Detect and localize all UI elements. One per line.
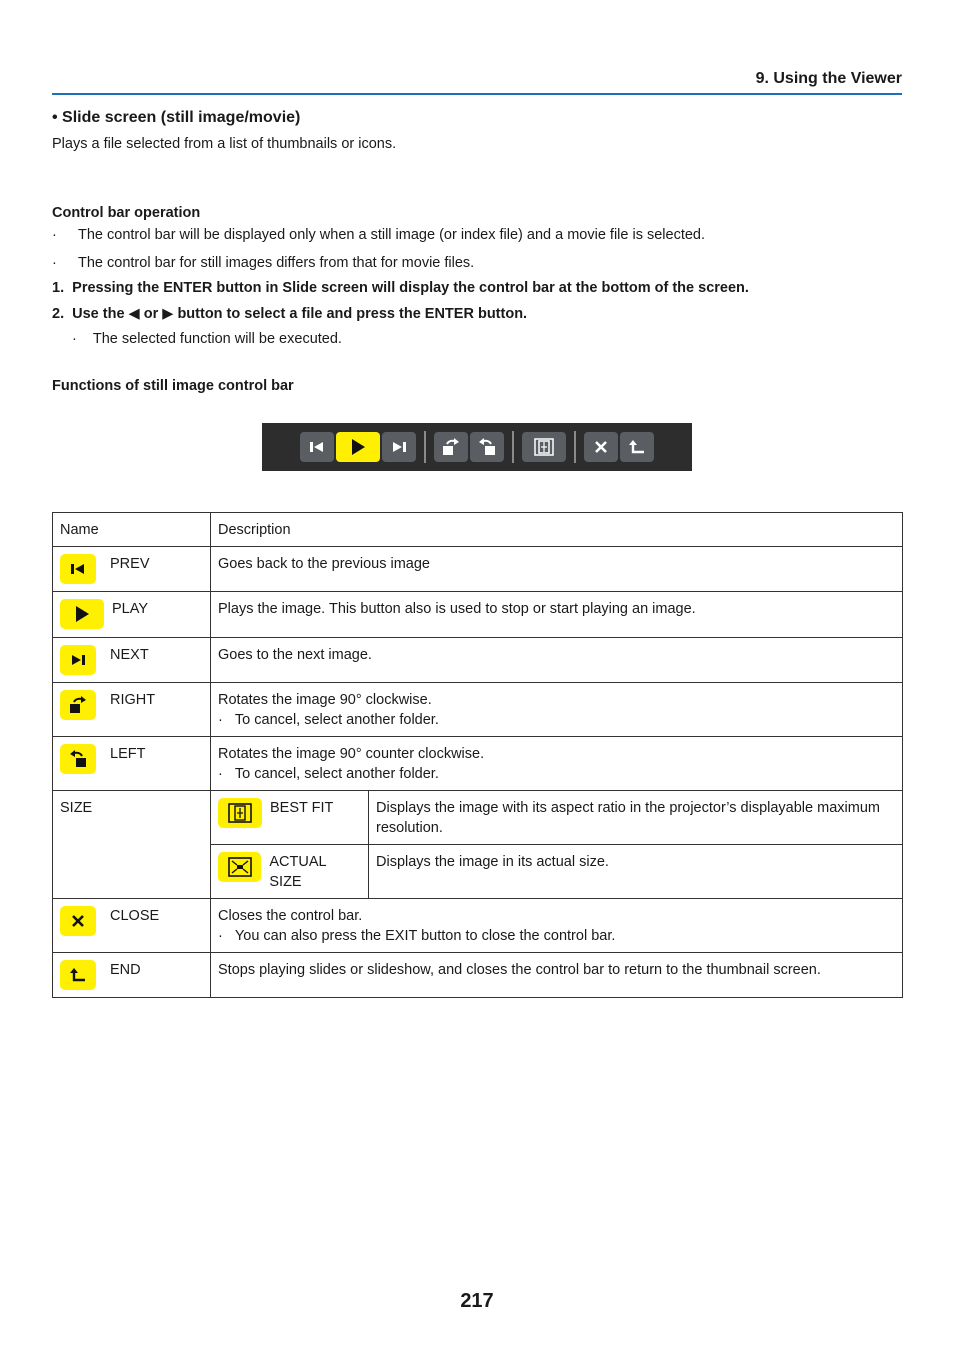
rotate-left-icon (477, 438, 497, 456)
row-note: · To cancel, select another folder. (218, 766, 439, 782)
size-button[interactable] (522, 432, 566, 462)
play-icon (350, 438, 366, 456)
table-row (53, 592, 903, 638)
next-icon (60, 645, 96, 675)
row-description: Goes back to the previous image (218, 556, 430, 572)
play-button[interactable] (336, 432, 380, 462)
bullet-dot: · (52, 227, 57, 243)
close-icon (60, 906, 96, 936)
row-note-text: You can also press the EXIT button to close the control bar. (234, 928, 616, 944)
step-1: 1. Pressing the ENTER button in Slide screen will display the control bar at the bottom of the screen. (52, 280, 749, 296)
sub-row-description: Displays the image with its aspect ratio in the projector’s displayable maximum resolution. (376, 800, 880, 836)
sub-row-description: Displays the image in its actual size. (376, 854, 609, 870)
sub-row-name: ACTUAL SIZE (269, 854, 327, 890)
header-name: Name (60, 522, 99, 538)
row-description: Rotates the image 90° counter clockwise. (218, 746, 485, 762)
row-name: SIZE (60, 800, 93, 816)
row-name: PLAY (112, 601, 149, 617)
return-icon (60, 960, 96, 990)
rotate-right-button[interactable] (434, 432, 468, 462)
end-button[interactable] (620, 432, 654, 462)
bullet-dot: · (72, 331, 77, 347)
play-icon (60, 599, 104, 629)
row-name: END (110, 962, 141, 978)
row-description: Goes to the next image. (218, 647, 372, 663)
actual-size-icon (218, 852, 261, 882)
rotate-right-icon (60, 690, 96, 720)
section-title: • Slide screen (still image/movie) (52, 109, 301, 126)
row-name: CLOSE (110, 908, 160, 924)
close-button[interactable] (584, 432, 618, 462)
functions-heading: Functions of still image control bar (52, 378, 294, 394)
row-name: NEXT (110, 647, 149, 663)
rotate-left-icon (60, 744, 96, 774)
section-intro: Plays a file selected from a list of thumbnails or icons. (52, 136, 397, 152)
functions-table (52, 512, 903, 998)
table-row (53, 953, 903, 998)
row-name: RIGHT (110, 692, 156, 708)
step-2: 2. Use the ◀ or ▶ button to select a file and press the ENTER button. (52, 306, 528, 322)
rotate-left-button[interactable] (470, 432, 504, 462)
bullet-item (52, 254, 902, 272)
separator (512, 431, 514, 463)
table-row (53, 638, 903, 683)
page-number: 217 (460, 1290, 494, 1312)
sub-bullet-text: The selected function will be executed. (92, 331, 342, 347)
sub-bullet (72, 330, 342, 348)
bullet-text: The control bar will be displayed only when a still image (or index file) and a movie file is selected. (78, 227, 706, 243)
bullet-text: The control bar for still images differs from that for movie files. (78, 255, 475, 271)
table-row (53, 899, 903, 953)
table-row (53, 547, 903, 592)
row-note-text: To cancel, select another folder. (234, 766, 439, 782)
table-row-size-best-fit (53, 791, 903, 845)
best-fit-icon (218, 798, 262, 828)
chapter-title: 9. Using the Viewer (755, 70, 902, 87)
table-row (53, 737, 903, 791)
prev-icon (309, 440, 325, 454)
rotate-right-icon (441, 438, 461, 456)
row-description: Rotates the image 90° clockwise. (218, 692, 432, 708)
header-rule (52, 93, 902, 95)
table-row (53, 683, 903, 737)
row-name: PREV (110, 556, 150, 572)
row-description: Stops playing slides or slideshow, and closes the control bar to return to the thumbnail screen. (218, 962, 821, 978)
row-note-text: To cancel, select another folder. (234, 712, 439, 728)
row-description: Plays the image. This button also is used to stop or start playing an image. (218, 601, 696, 617)
row-note: · To cancel, select another folder. (218, 712, 439, 728)
next-button[interactable] (382, 432, 416, 462)
bullet-dot: · (52, 255, 57, 271)
row-name: LEFT (110, 746, 146, 762)
separator (424, 431, 426, 463)
header-description: Description (218, 522, 291, 538)
separator (574, 431, 576, 463)
row-note: · You can also press the EXIT button to close the control bar. (218, 928, 616, 944)
row-description: Closes the control bar. (218, 908, 363, 924)
close-icon (594, 440, 608, 454)
return-icon (628, 439, 646, 455)
control-bar-heading: Control bar operation (52, 205, 201, 221)
control-bar (262, 423, 692, 471)
table-header-row (53, 513, 903, 547)
prev-button[interactable] (300, 432, 334, 462)
prev-icon (60, 554, 96, 584)
size-icon (534, 438, 554, 456)
next-icon (391, 440, 407, 454)
sub-row-name: BEST FIT (270, 800, 334, 816)
bullet-item (52, 226, 902, 244)
